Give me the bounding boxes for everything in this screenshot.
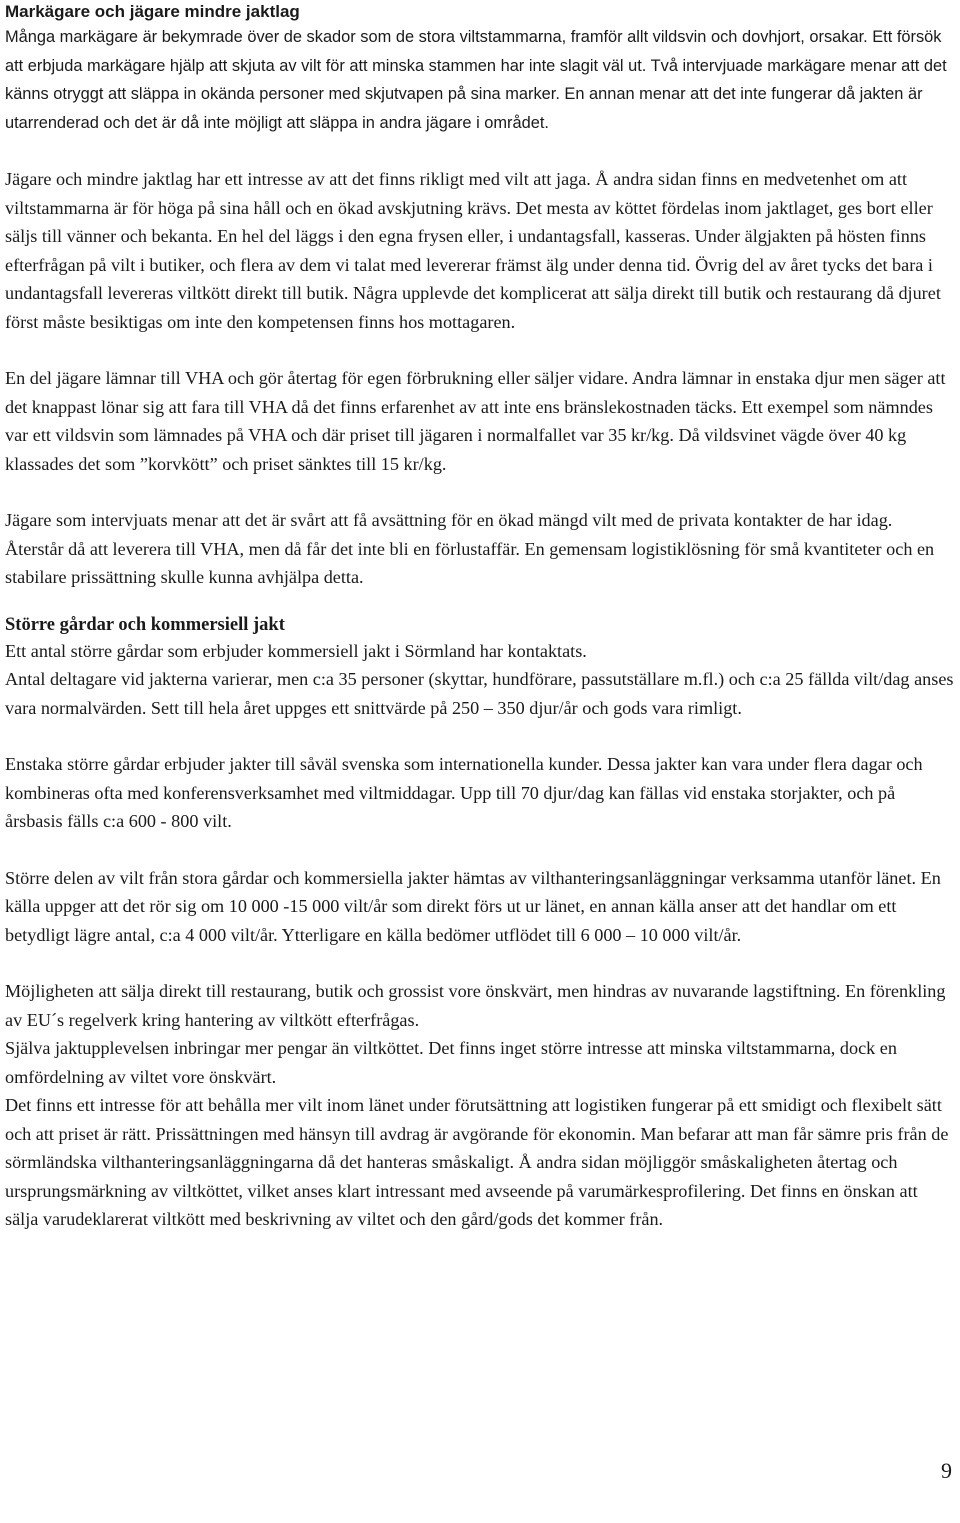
paragraph-landowners: Många markägare är bekymrade över de skador som de stora viltstammarna, framför allt vildsvin och dovhjort, orsakar. Ett försök att erbjuda markägare hjälp att skjuta av vilt för att minska stammen har inte slagit väl ut. Två intervjuade markägare menar att det känns otryggt att släppa in okända personer med skjutvapen på sina marker. En annan menar att det inte fungerar då jakten är utarrenderad och det är då inte möjligt att släppa in andra jägare i området. [5,28,947,132]
paragraph-experience: Själva jaktupplevelsen inbringar mer pengar än viltköttet. Det finns inget större intresse att minska viltstammarna, dock en omfördelning av viltet vore önskvärt. [5,1038,897,1087]
paragraph-participants: Antal deltagare vid jakterna varierar, men c:a 35 personer (skyttar, hundförare, passutställare m.fl.) och c:a 25 fällda vilt/dag anses vara normalvärden. Sett till hela året uppges ett snittvärde på 250 – 350 djur/år och gods vara rimligt. [5,669,954,718]
page-number: 9 [941,1458,952,1483]
section-heading-large-estates: Större gårdar och kommersiell jakt [5,614,285,635]
paragraph-international-hunts: Enstaka större gårdar erbjuder jakter till såväl svenska som internationella kunder. Dessa jakter kan vara under flera dagar och kombineras ofta med konferensverksamhet med viltmiddagar. Upp till 70 djur/dag kan fällas vid enstaka storjakter, och på årsbasis fälls c:a 600 - 800 vilt. [5,754,923,831]
paragraph-vha-delivery: En del jägare lämnar till VHA och gör återtag för egen förbrukning eller säljer vidare. Andra lämnar in enstaka djur men säger att det knappast lönar sig att fara till VHA då det finns erfarenhet av att inte ens bränslekostnaden täcks. Ett exempel som nämndes var ett vildsvin som lämnades på VHA och där priset till jägaren i normalfallet var 35 kr/kg. Då vildsvinet vägde över 40 kg klassades det som ”korvkött” och priset sänktes till 15 kr/kg. [5,368,946,474]
paragraph-keep-in-county: Det finns ett intresse för att behålla mer vilt inom länet under förutsättning att logistiken fungerar på ett smidigt och flexibelt sätt och att priset är rätt. Prissättningen med hänsyn till avdrag är avgörande för ekonomin. Man befarar att man får sämre pris från de sörmländska vilthanteringsanläggningarna då det hanteras småskaligt. Å andra sidan möjliggör småskaligheten återtag och ursprungsmärkning av viltköttet, vilket anses klart intressant med avseende på varumärkesprofilering. Det finns en önskan att sälja varudeklarerat viltkött med beskrivning av viltet och den gård/gods det kommer från. [5,1095,949,1229]
paragraph-legislation: Möjligheten att sälja direkt till restaurang, butik och grossist vore önskvärt, men hindras av nuvarande lagstiftning. En förenkling av EU´s regelverk kring hantering av viltkött efterfrågas. [5,981,946,1030]
document-page [5,0,955,1234]
paragraph-estates-contacted: Ett antal större gårdar som erbjuder kommersiell jakt i Sörmland har kontaktats. [5,640,587,661]
paragraph-outflow: Större delen av vilt från stora gårdar och kommersiella jakter hämtas av vilthanteringsanläggningar verksamma utanför länet. En källa uppger att det rör sig om 10 000 -15 000 vilt/år som direkt förs ut ur länet, en annan källa anser att det handlar om ett betydligt lägre antal, c:a 4 000 vilt/år. Ytterligare en källa bedömer utflödet till 6 000 – 10 000 vilt/år. [5,867,941,945]
section-heading-small-hunting: Markägare och jägare mindre jaktlag [5,2,300,21]
paragraph-logistics: Jägare som intervjuats menar att det är svårt att få avsättning för en ökad mängd vilt med de privata kontakter de har idag. Återstår då att leverera till VHA, men då får det inte bli en förlustaffär. En gemensam logistiklösning för små kvantiteter och en stabilare prissättning skulle kunna avhjälpa detta. [5,510,935,587]
paragraph-hunters-interest: Jägare och mindre jaktlag har ett intresse av att det finns rikligt med vilt att jaga. Å andra sidan finns en medvetenhet om att viltstammarna är för höga på sina håll och en ökad avskjutning krävs. Det mesta av köttet fördelas inom jaktlaget, ges bort eller säljs till vänner och bekanta. En hel del läggs i den egna frysen eller, i undantagsfall, kasseras. Under älgjakten på hösten finns efterfrågan på vilt i butiker, och flera av dem vi talat med levererar främst älg under denna tid. Övrig del av året tycks det bara i undantagsfall levereras viltkött direkt till butik. Några upplevde det komplicerat att sälja direkt till butik och restaurang då djuret först måste besiktigas om inte den kompetensen finns hos mottagaren. [5,169,941,332]
